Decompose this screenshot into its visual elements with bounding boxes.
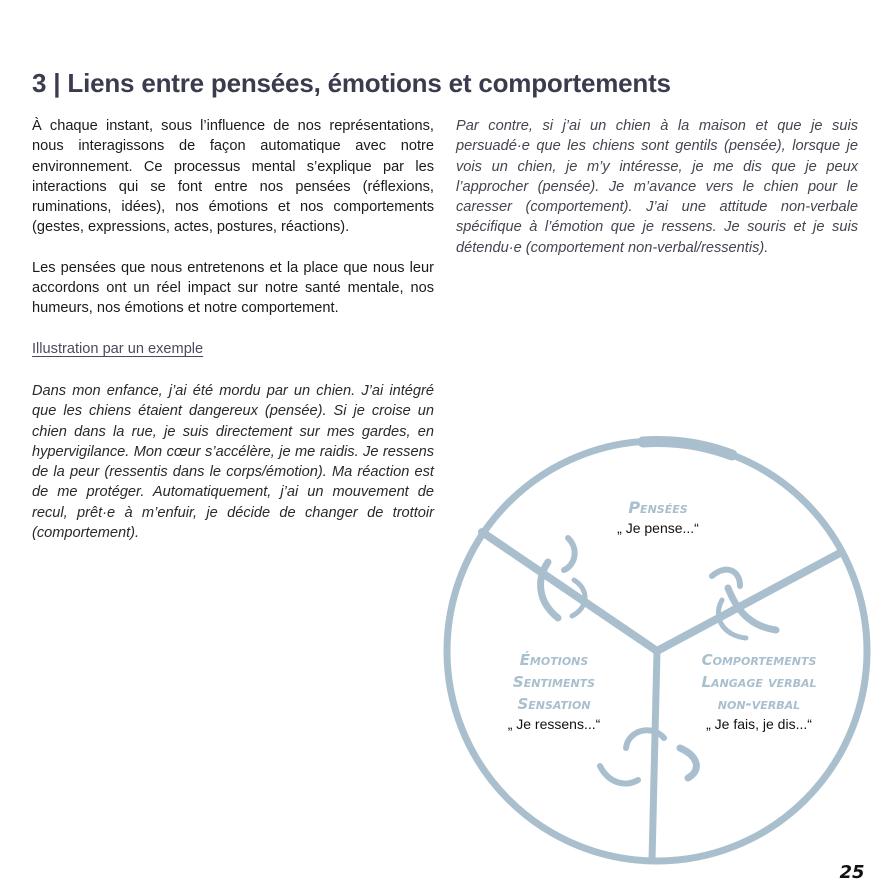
- thoughts-quote: „ Je pense...“: [617, 520, 699, 536]
- divider-bottom: [652, 651, 657, 861]
- left-column: [32, 116, 434, 543]
- emotions-heading-2: Sentiments: [512, 673, 596, 691]
- divider-left: [482, 532, 657, 651]
- emotions-heading-1: Émotions: [519, 651, 589, 669]
- divider-right: [657, 553, 840, 651]
- cycle-arrow-left-icon: [564, 538, 575, 570]
- page-title: 3 | Liens entre pensées, émotions et comportements: [32, 68, 671, 98]
- counter-example-paragraph: Par contre, si j’ai un chien à la maison et que je suis persuadé·e que les chiens sont gentils (pensée), lorsque je vois un chien, je m’y intéresse, je me dis que je peux l’approcher (pensée). Je m’avance vers le chien pour le caresser (comportement). J’ai une attitude non-verbale spécifique à l’émotion que je ressens. Je souris et je suis détendu·e (comportement non-verbal/ressentis).: [456, 118, 858, 256]
- example-subheading: Illustration par un exemple: [32, 340, 204, 357]
- thought-emotion-behavior-diagram: [440, 430, 880, 890]
- behaviors-quote: „ Je fais, je dis...“: [706, 716, 812, 732]
- cycle-diagram-svg: [440, 430, 880, 890]
- emotions-heading-3: Sensation: [517, 695, 591, 713]
- cycle-arrow-right-icon: [712, 570, 740, 586]
- circle-top-cap: [643, 441, 732, 455]
- thoughts-heading: Pensées: [628, 498, 688, 517]
- right-column: [456, 116, 858, 258]
- intro-paragraph: À chaque instant, sous l’influence de nos représentations, nous interagissons de façon automatique avec notre environnement. Ce processus mental s’explique par les interactions qui se font entre nos pensées (réflexions, ruminations, idées), nos émotions et nos comportements (gestes, expressions, actes, postures, réactions).: [32, 118, 434, 236]
- example-paragraph: Dans mon enfance, j’ai été mordu par un chien. J’ai intégré que les chiens étaient dangereux (pensée). Si je croise un chien dans la rue, je suis directement sur mes gardes, en hypervigilance. Mon cœur s’accélère, je me raidis. Je ressens de la peur (ressentis dans le corps/émotion). Ma réaction est de me protéger. Automatiquement, j’ai un mouvement de recul, prêt·e à m’enfuir, je décide de changer de trottoir (comportement).: [32, 382, 434, 542]
- behaviors-heading-3: non-verbal: [717, 695, 801, 713]
- impact-paragraph: Les pensées que nous entretenons et la place que nous leur accordons ont un réel impact sur notre santé mentale, nos humeurs, nos émotions et notre comportement.: [32, 259, 434, 317]
- behaviors-heading-1: Comportements: [701, 651, 817, 669]
- emotions-quote: „ Je ressens...“: [507, 716, 601, 732]
- page-number: 25: [839, 862, 865, 883]
- behaviors-heading-2: Langage verbal: [701, 673, 817, 691]
